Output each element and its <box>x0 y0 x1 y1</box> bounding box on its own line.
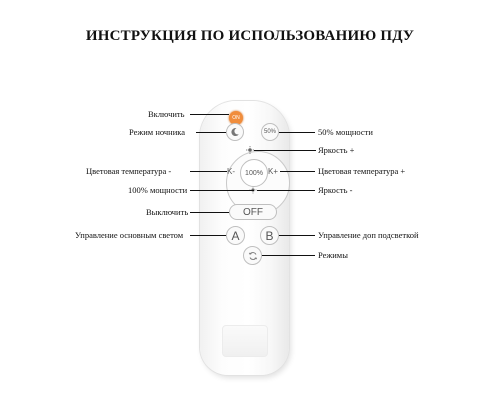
label-temp-minus: Цветовая температура - <box>86 166 172 176</box>
label-bright-down: Яркость - <box>318 185 353 195</box>
main-light-button[interactable]: A <box>226 226 245 245</box>
power-icon: ON <box>232 115 240 121</box>
cycle-icon <box>248 251 258 261</box>
night-mode-button[interactable] <box>226 123 244 141</box>
label-temp-plus: Цветовая температура + <box>318 166 406 176</box>
leader-line-100 <box>190 190 254 191</box>
label-main-light: Управление основным светом <box>75 230 184 240</box>
leader-line-extra <box>279 235 315 236</box>
leader-line-modes <box>262 255 315 256</box>
label-on: Включить <box>148 109 185 119</box>
power-100-button[interactable]: 100% <box>240 159 268 187</box>
leader-line-temp-plus <box>280 171 315 172</box>
label-extra-light: Управление доп подсветкой <box>318 230 419 240</box>
leader-line-bright-down <box>257 190 315 191</box>
leader-line-bright-up <box>254 150 316 151</box>
leader-line-on <box>190 114 229 115</box>
temp-minus-key[interactable]: K- <box>227 167 235 176</box>
off-button[interactable]: OFF <box>229 204 277 220</box>
extra-light-button[interactable]: B <box>260 226 279 245</box>
page-title: ИНСТРУКЦИЯ ПО ИСПОЛЬЗОВАНИЮ ПДУ <box>85 28 415 44</box>
temp-plus-key[interactable]: K+ <box>268 167 279 176</box>
sun-icon <box>246 146 254 154</box>
leader-line-night <box>196 132 226 133</box>
label-off: Выключить <box>146 207 189 217</box>
leader-line-off <box>190 212 229 213</box>
label-modes: Режимы <box>318 250 348 260</box>
label-bright-up: Яркость + <box>318 145 355 155</box>
moon-icon <box>230 127 240 137</box>
label-power50: 50% мощности <box>318 127 373 137</box>
leader-line-50 <box>279 132 315 133</box>
label-power100: 100% мощности <box>128 185 188 195</box>
remote-bottom-panel <box>222 325 268 357</box>
modes-button[interactable] <box>243 246 262 265</box>
power-50-button[interactable]: 50% <box>261 123 279 141</box>
leader-line-temp-minus <box>190 171 227 172</box>
leader-line-main <box>190 235 226 236</box>
label-night: Режим ночника <box>129 127 186 137</box>
